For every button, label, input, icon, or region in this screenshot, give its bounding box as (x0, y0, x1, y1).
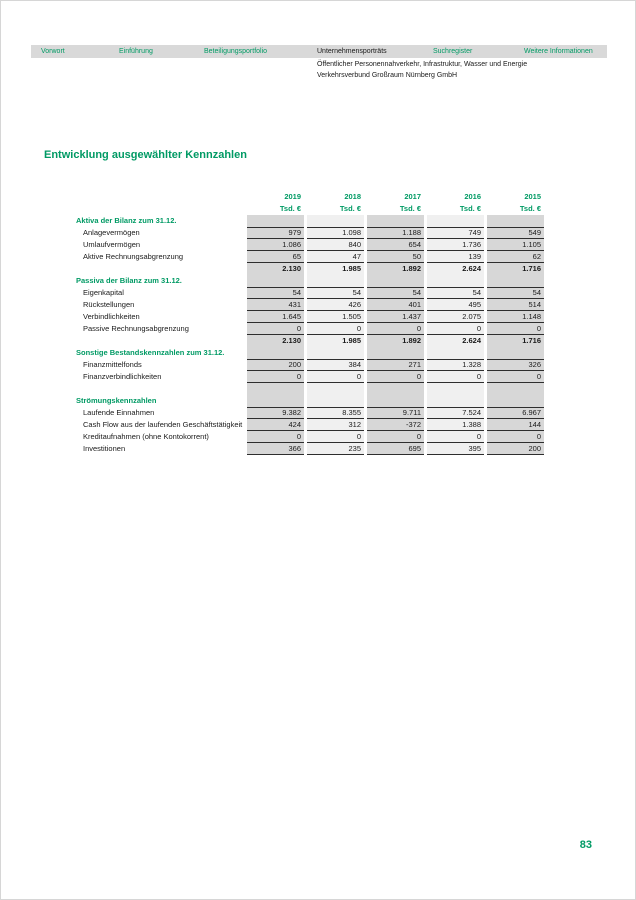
cell-2016: 1.388 (427, 419, 484, 431)
table-row (44, 407, 544, 419)
spacer-row (44, 383, 544, 395)
section-context (317, 59, 527, 81)
cell-2018: 0 (307, 371, 364, 383)
cell-2017: 9.711 (367, 407, 424, 419)
cell-2017: 54 (367, 287, 424, 299)
cell-2015: 6.967 (487, 407, 544, 419)
cell-2019: 424 (247, 419, 304, 431)
cell-2016 (427, 215, 484, 227)
unit-header-spacer (44, 203, 244, 215)
cell-2018: 1.505 (307, 311, 364, 323)
cell-2015: 326 (487, 359, 544, 371)
cell-2019 (247, 383, 304, 395)
cell-2017 (367, 275, 424, 287)
cell-2017: 1.892 (367, 263, 424, 275)
unit-header-2015: Tsd. € (519, 204, 541, 214)
total-row (44, 335, 544, 347)
cell-2016: 0 (427, 323, 484, 335)
year-header-2018: 2018 (344, 192, 361, 202)
row-label: Finanzmittelfonds (83, 360, 142, 370)
cell-2016: 495 (427, 299, 484, 311)
cell-2017: 0 (367, 323, 424, 335)
kpi-table-body (44, 215, 544, 455)
row-label (44, 263, 244, 275)
cell-2017: 1.892 (367, 335, 424, 347)
unit-header-row (44, 203, 544, 215)
cell-2015: 0 (487, 371, 544, 383)
unit-header-2019: Tsd. € (279, 204, 301, 214)
section-row (44, 395, 544, 407)
cell-2018: 840 (307, 239, 364, 251)
cell-2016: 7.524 (427, 407, 484, 419)
table-row (44, 227, 544, 239)
cell-2017: -372 (367, 419, 424, 431)
table-row (44, 431, 544, 443)
kpi-table (41, 191, 547, 455)
page-title: Entwicklung ausgewählter Kennzahlen (44, 149, 247, 161)
section-row (44, 347, 544, 359)
unit-header-2016: Tsd. € (459, 204, 481, 214)
cell-2016: 0 (427, 431, 484, 443)
cell-2016 (427, 383, 484, 395)
cell-2015 (487, 347, 544, 359)
cell-2015: 1.148 (487, 311, 544, 323)
cell-2017: 401 (367, 299, 424, 311)
year-header-2016: 2016 (464, 192, 481, 202)
cell-2015: 514 (487, 299, 544, 311)
cell-2019: 1.645 (247, 311, 304, 323)
cell-2016: 749 (427, 227, 484, 239)
cell-2015: 62 (487, 251, 544, 263)
cell-2019 (247, 395, 304, 407)
cell-2018: 0 (307, 431, 364, 443)
section-row (44, 275, 544, 287)
cell-2015: 54 (487, 287, 544, 299)
cell-2016 (427, 275, 484, 287)
cell-2019: 979 (247, 227, 304, 239)
cell-2017: 271 (367, 359, 424, 371)
nav-item-einf-hrung[interactable]: Einführung (119, 48, 153, 55)
cell-2016: 2.624 (427, 263, 484, 275)
row-label: Finanzverbindlichkeiten (83, 372, 162, 382)
cell-2019: 54 (247, 287, 304, 299)
cell-2019: 0 (247, 431, 304, 443)
cell-2016 (427, 347, 484, 359)
cell-2019: 2.130 (247, 335, 304, 347)
row-label: Laufende Einnahmen (83, 408, 155, 418)
cell-2016: 1.328 (427, 359, 484, 371)
table-row (44, 359, 544, 371)
cell-2017: 695 (367, 443, 424, 455)
cell-2019: 0 (247, 371, 304, 383)
cell-2018: 8.355 (307, 407, 364, 419)
cell-2015: 0 (487, 323, 544, 335)
row-label: Umlaufvermögen (83, 240, 141, 250)
cell-2015: 1.716 (487, 263, 544, 275)
row-label: Anlagevermögen (83, 228, 140, 238)
section-label: Strömungskennzahlen (76, 396, 157, 406)
table-row (44, 239, 544, 251)
unit-header-2018: Tsd. € (339, 204, 361, 214)
cell-2015: 200 (487, 443, 544, 455)
cell-2015 (487, 215, 544, 227)
cell-2017 (367, 215, 424, 227)
cell-2018 (307, 395, 364, 407)
row-label: Kreditaufnahmen (ohne Kontokorrent) (83, 432, 209, 442)
cell-2015: 1.105 (487, 239, 544, 251)
year-header-2015: 2015 (524, 192, 541, 202)
nav-item-suchregister[interactable]: Suchregister (433, 48, 473, 55)
table-row (44, 371, 544, 383)
cell-2017: 1.437 (367, 311, 424, 323)
page-number: 83 (579, 839, 592, 851)
cell-2019: 200 (247, 359, 304, 371)
cell-2018 (307, 275, 364, 287)
unit-header-2017: Tsd. € (399, 204, 421, 214)
cell-2019: 9.382 (247, 407, 304, 419)
year-header-row (44, 191, 544, 203)
cell-2019 (247, 275, 304, 287)
cell-2018 (307, 347, 364, 359)
row-label: Investitionen (83, 444, 126, 454)
cell-2017 (367, 347, 424, 359)
cell-2017: 0 (367, 431, 424, 443)
section-label: Passiva der Bilanz zum 31.12. (76, 276, 182, 286)
year-header-2017: 2017 (404, 192, 421, 202)
context-line-2: Verkehrsverbund Großraum Nürnberg GmbH (317, 72, 458, 79)
nav-item-vorwort[interactable]: Vorwort (41, 48, 65, 55)
cell-2015: 144 (487, 419, 544, 431)
cell-2015: 1.716 (487, 335, 544, 347)
cell-2015 (487, 395, 544, 407)
top-nav (31, 45, 607, 58)
table-row (44, 419, 544, 431)
cell-2018: 235 (307, 443, 364, 455)
nav-item-weitere-informationen[interactable]: Weitere Informationen (524, 48, 593, 55)
cell-2018: 426 (307, 299, 364, 311)
cell-2016: 139 (427, 251, 484, 263)
kpi-table-head (44, 191, 544, 215)
row-label: Eigenkapital (83, 288, 124, 298)
cell-2019 (247, 347, 304, 359)
cell-2015: 0 (487, 431, 544, 443)
cell-2019: 0 (247, 323, 304, 335)
nav-item-unternehmensportr-ts[interactable]: Unternehmensporträts (317, 48, 387, 55)
cell-2016: 395 (427, 443, 484, 455)
table-row (44, 443, 544, 455)
section-row (44, 215, 544, 227)
row-label: Verbindlichkeiten (83, 312, 140, 322)
cell-2018 (307, 383, 364, 395)
row-label: Rückstellungen (83, 300, 135, 310)
row-label (44, 383, 244, 395)
cell-2015 (487, 383, 544, 395)
cell-2019: 1.086 (247, 239, 304, 251)
year-header-spacer (44, 191, 244, 203)
cell-2015 (487, 275, 544, 287)
cell-2016 (427, 395, 484, 407)
section-label: Aktiva der Bilanz zum 31.12. (76, 216, 177, 226)
table-row (44, 299, 544, 311)
cell-2018 (307, 215, 364, 227)
cell-2018: 1.985 (307, 263, 364, 275)
cell-2017 (367, 383, 424, 395)
row-label: Cash Flow aus der laufenden Geschäftstätigkeit (83, 420, 243, 430)
cell-2017: 0 (367, 371, 424, 383)
cell-2019: 366 (247, 443, 304, 455)
cell-2018: 312 (307, 419, 364, 431)
cell-2019: 431 (247, 299, 304, 311)
cell-2016: 2.624 (427, 335, 484, 347)
cell-2017: 50 (367, 251, 424, 263)
cell-2016: 1.736 (427, 239, 484, 251)
cell-2015: 549 (487, 227, 544, 239)
row-label: Passive Rechnungsabgrenzung (83, 324, 189, 334)
cell-2018: 1.098 (307, 227, 364, 239)
cell-2019 (247, 215, 304, 227)
cell-2016: 2.075 (427, 311, 484, 323)
table-row (44, 311, 544, 323)
cell-2018: 54 (307, 287, 364, 299)
cell-2019: 65 (247, 251, 304, 263)
row-label: Aktive Rechnungsabgrenzung (83, 252, 184, 262)
row-label (44, 335, 244, 347)
cell-2018: 47 (307, 251, 364, 263)
section-label: Sonstige Bestandskennzahlen zum 31.12. (76, 348, 225, 358)
cell-2016: 54 (427, 287, 484, 299)
total-row (44, 263, 544, 275)
cell-2019: 2.130 (247, 263, 304, 275)
table-row (44, 287, 544, 299)
cell-2017 (367, 395, 424, 407)
cell-2018: 1.985 (307, 335, 364, 347)
cell-2018: 384 (307, 359, 364, 371)
nav-item-beteiligungsportfolio[interactable]: Beteiligungsportfolio (204, 48, 268, 55)
table-row (44, 251, 544, 263)
cell-2018: 0 (307, 323, 364, 335)
context-line-1: Öffentlicher Personennahverkehr, Infrastruktur, Wasser und Energie (317, 61, 528, 68)
table-row (44, 323, 544, 335)
cell-2017: 654 (367, 239, 424, 251)
cell-2017: 1.188 (367, 227, 424, 239)
year-header-2019: 2019 (284, 192, 301, 202)
cell-2016: 0 (427, 371, 484, 383)
